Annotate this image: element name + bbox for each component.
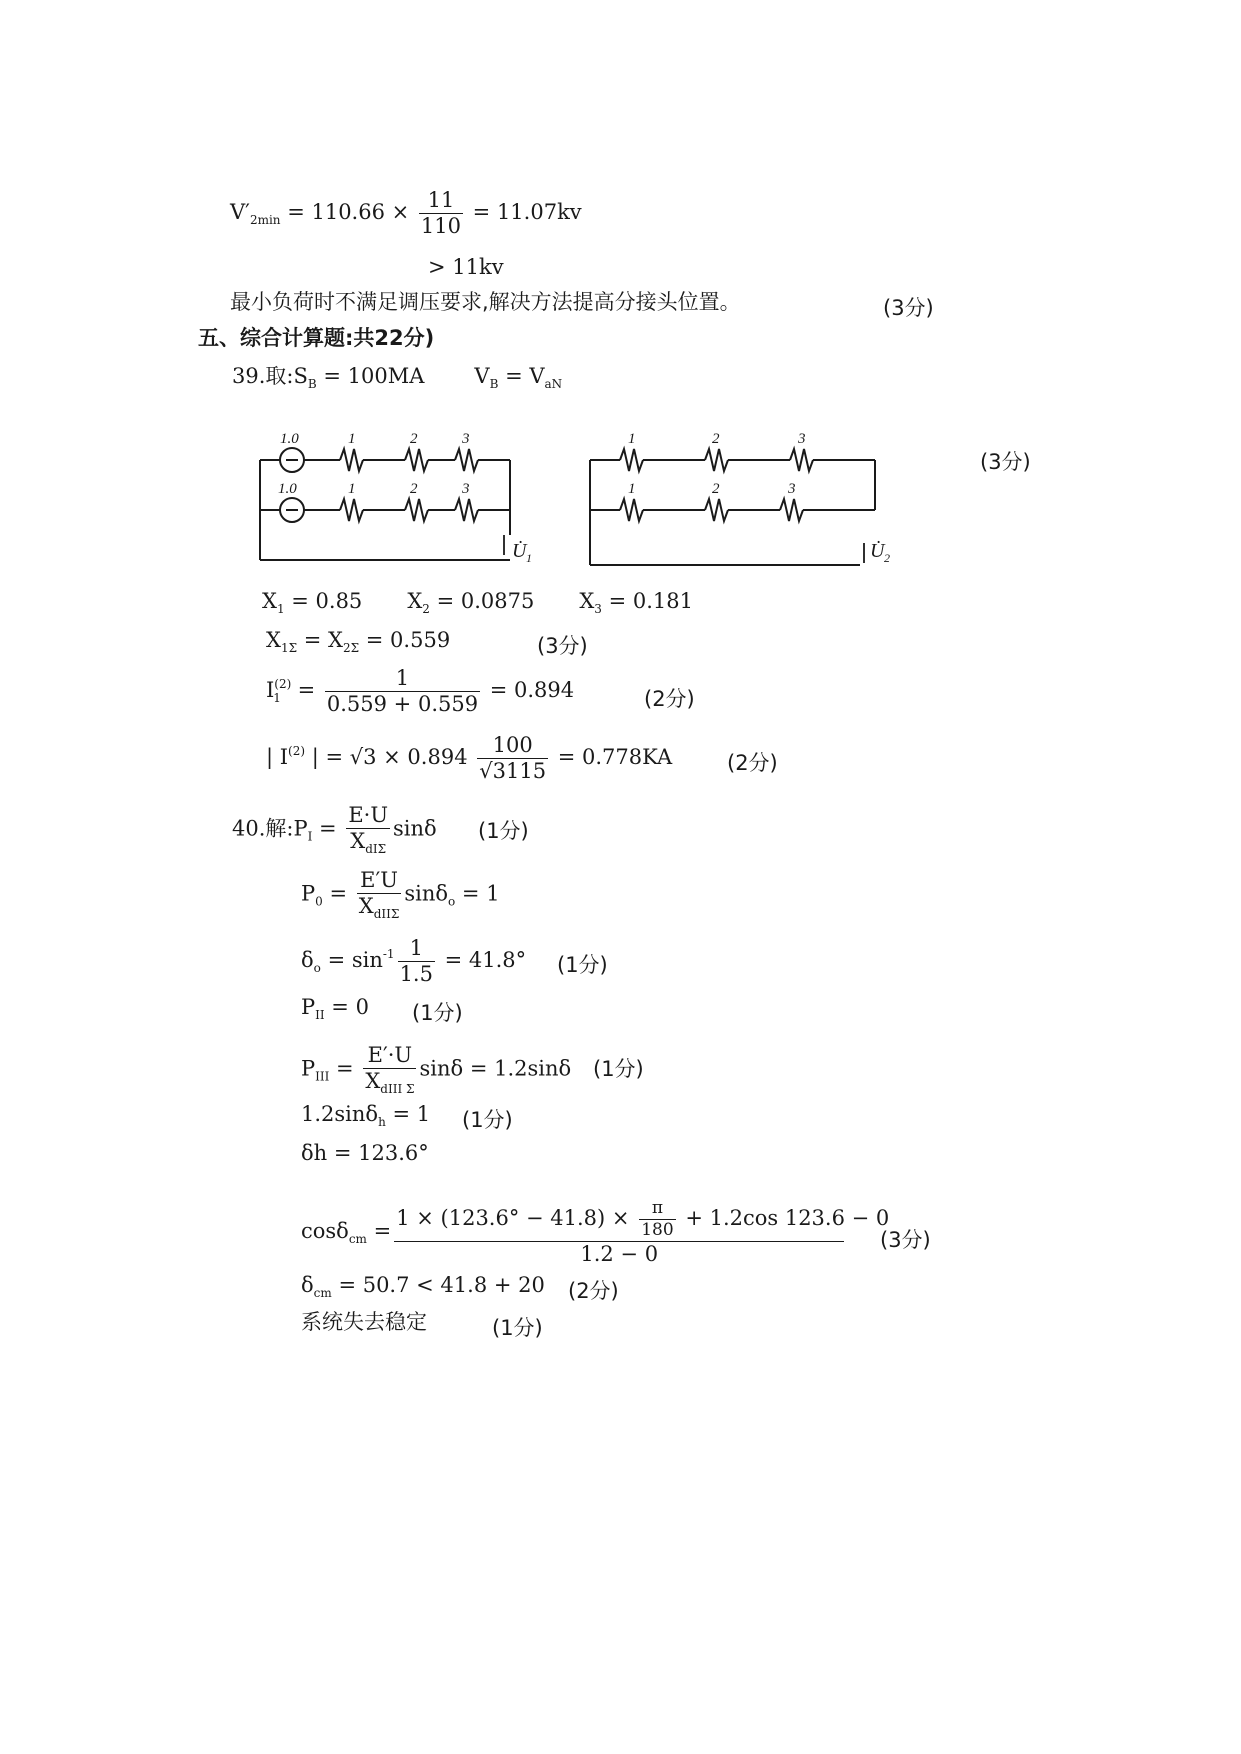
branch-label: 3 bbox=[798, 431, 806, 447]
score: (2分) bbox=[727, 751, 778, 775]
q39-heading: 39.取$:S_B = 100MA$ $V_B = V_{aN}$ bbox=[232, 364, 563, 391]
branch-label: 1 bbox=[628, 481, 636, 497]
fraction: $\frac{E'\cdot U}{X_{dIII \Sigma}}$ bbox=[365, 1043, 415, 1096]
conclusion: 系统失去稳定 bbox=[301, 1310, 427, 1334]
i1-equation: $I^{(2)}_1$ = $\frac{1}{0.559 + 0.559}$ = 0.894 bbox=[266, 666, 575, 716]
score: (1分) bbox=[557, 953, 608, 977]
u1-sub: 1 bbox=[526, 551, 532, 565]
piii-equation: $P_{III}$ = $\frac{E'\cdot U}{X_{dIII \Sigma}}$ sinδ = 1.2sinδ bbox=[301, 1043, 572, 1096]
fraction: $\frac{E'U}{X_{dII\Sigma}}$ bbox=[358, 868, 400, 921]
branch-label: 1 bbox=[348, 431, 356, 447]
pii-equation: $P_{II} = 0$ bbox=[301, 995, 369, 1022]
fraction: $\frac{1}{0.559 + 0.559}$ bbox=[326, 666, 479, 716]
delta0-equation: $\delta_o = \sin^{-1}$ $\frac{1}{1.5}$ = 41.8° bbox=[301, 936, 527, 986]
score: (1分) bbox=[478, 819, 529, 843]
score: (3分) bbox=[980, 450, 1031, 474]
branch-label: 3 bbox=[462, 431, 470, 447]
score: (1分) bbox=[412, 1001, 463, 1025]
score: (3分) bbox=[883, 296, 934, 320]
score: (1分) bbox=[462, 1108, 513, 1132]
branch-label: 3 bbox=[462, 481, 470, 497]
deltacm-equation: $\delta_{cm} = 50.7 < 41.8 + 20$ bbox=[301, 1273, 545, 1300]
branch-label: 1 bbox=[628, 431, 636, 447]
score: (3分) bbox=[537, 634, 588, 658]
fraction: $\frac{E\cdot U}{X_{dI\Sigma}}$ bbox=[348, 803, 389, 856]
source-label: 1.0 bbox=[280, 431, 299, 447]
fraction: $\frac{100}{√3115}$ bbox=[479, 733, 547, 783]
v2min-equation: $V'_{2min} = 110.66$ × $\frac{11}{110}$ = 11.07kv bbox=[230, 188, 582, 238]
u2-sub: 2 bbox=[884, 551, 890, 565]
branch-label: 1 bbox=[348, 481, 356, 497]
q40-pi-equation: 40.解$:P_I$ = $\frac{E\cdot U}{X_{dI\Sigma}}$ sinδ bbox=[232, 803, 437, 856]
source-label: 1.0 bbox=[278, 481, 297, 497]
section-five-title: 五、综合计算题:共22分) bbox=[198, 326, 435, 350]
cos-deltacm-equation: cosδ$_{cm}$ = 1 × (123.6° − 41.8) × $\frac{\pi}{180}$ + 1.2cos 123.6 − 0 1.2 − 0 bbox=[301, 1198, 890, 1266]
fraction: $\frac{11}{110}$ bbox=[420, 188, 461, 238]
fraction: $\frac{1}{1.5}$ bbox=[399, 936, 433, 986]
u1-label: U̇ bbox=[512, 540, 527, 562]
branch-label: 3 bbox=[788, 481, 796, 497]
branch-label: 2 bbox=[712, 431, 720, 447]
score: (1分) bbox=[593, 1057, 644, 1081]
score: (2分) bbox=[644, 687, 695, 711]
sin-deltah-equation: 1.2sinδ$_h$ = 1 bbox=[301, 1102, 431, 1129]
fraction: 1 × (123.6° − 41.8) × $\frac{\pi}{180}$ + 1.2cos 123.6 − 0 1.2 − 0 bbox=[396, 1198, 890, 1266]
x-sigma-equation: $X_{1\Sigma} = X_{2\Sigma} = 0.559$ bbox=[266, 628, 451, 655]
p0-equation: $P_0$ = $\frac{E'U}{X_{dII\Sigma}}$ sinδ$_o$ = 1 bbox=[301, 868, 500, 921]
branch-label: 2 bbox=[410, 431, 418, 447]
remark-min-load: 最小负荷时不满足调压要求,解决方法提高分接头位置。 bbox=[230, 290, 741, 314]
branch-label: 2 bbox=[410, 481, 418, 497]
deltah-value: δh = 123.6° bbox=[301, 1141, 429, 1165]
reactance-values: $X_1 = 0.85$ $X_2 = 0.0875$ $X_3 = 0.181$ bbox=[262, 589, 694, 616]
score: (1分) bbox=[492, 1316, 543, 1340]
score: (3分) bbox=[880, 1228, 931, 1252]
score: (2分) bbox=[568, 1279, 619, 1303]
branch-label: 2 bbox=[712, 481, 720, 497]
sequence-network-diagrams bbox=[250, 425, 930, 575]
i2-magnitude-equation: | $I^{(2)}$ | = √3 × 0.894 $\frac{100}{√3115}$ = 0.778KA bbox=[266, 733, 673, 783]
u2-label: U̇ bbox=[870, 540, 885, 562]
fraction: $\frac{\pi}{180}$ bbox=[641, 1198, 674, 1240]
gt-11kv: > 11kv bbox=[428, 255, 504, 279]
